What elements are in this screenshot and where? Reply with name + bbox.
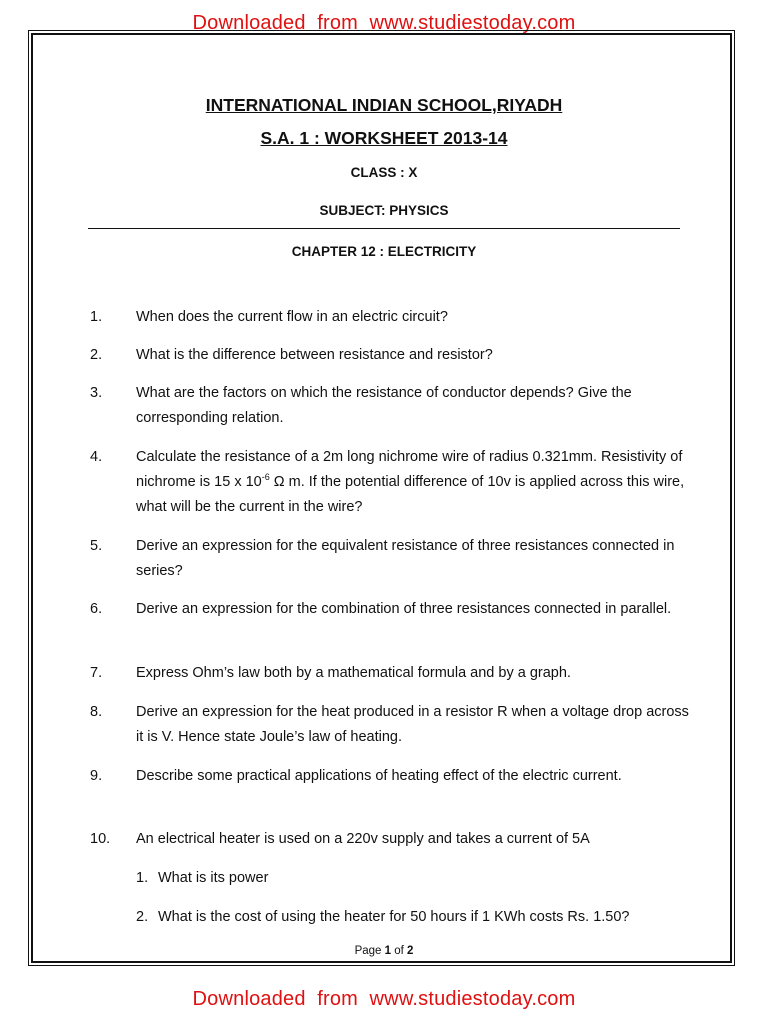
worksheet-title: S.A. 1 : WORKSHEET 2013-14: [260, 128, 508, 148]
subquestion-text: What is its power: [158, 870, 269, 886]
question-7: [90, 661, 690, 686]
question-number: 6.: [90, 601, 103, 617]
question-6: [90, 597, 690, 622]
question-number: 3.: [90, 385, 103, 401]
school-title: INTERNATIONAL INDIAN SCHOOL,RIYADH: [205, 95, 563, 115]
class-heading: CLASS : X: [350, 165, 418, 180]
question-number: 7.: [90, 665, 103, 681]
exponent: -6: [261, 472, 270, 482]
question-text: An electrical heater is used on a 220v supply and takes a current of 5A: [136, 831, 590, 847]
question-number: 9.: [90, 768, 103, 784]
page-total: 2: [407, 945, 414, 957]
question-8: [90, 700, 690, 750]
question-text: When does the current flow in an electric circuit?: [136, 309, 448, 325]
question-text: Derive an expression for the heat produced in a resistor R when a voltage drop across it is V. Hence state Joule’s law of heating.: [136, 704, 689, 745]
question-9: [90, 764, 690, 789]
header-divider: [88, 228, 680, 229]
question-number: 5.: [90, 538, 103, 554]
question-text: Express Ohm’s law both by a mathematical formula and by a graph.: [136, 665, 571, 681]
question-2: [90, 343, 690, 368]
question-5: [90, 534, 690, 584]
question-text: What is the difference between resistance and resistor?: [136, 347, 493, 363]
chapter-heading: CHAPTER 12 : ELECTRICITY: [291, 244, 477, 259]
question-number: 2.: [90, 347, 103, 363]
subquestion-text: What is the cost of using the heater for 50 hours if 1 KWh costs Rs. 1.50?: [158, 909, 630, 925]
subquestion-2: [136, 905, 696, 930]
question-text: Derive an expression for the combination of three resistances connected in parallel.: [136, 601, 672, 617]
subquestion-1: [136, 866, 696, 891]
watermark-bottom: Downloaded from www.studiestoday.com: [192, 988, 576, 1010]
page-of: of: [391, 945, 408, 957]
question-text-part: Calculate the resistance of a 2m long nichrome wire of radius 0.321mm. Resistivity of nichrome is 15 x 10: [136, 449, 683, 490]
subquestion-number: 1.: [136, 870, 149, 886]
question-number: 1.: [90, 309, 103, 325]
question-number: 10.: [90, 831, 111, 847]
question-3: [90, 381, 690, 431]
question-4: [90, 445, 690, 520]
question-text: Derive an expression for the equivalent resistance of three resistances connected in series?: [136, 538, 675, 579]
question-number: 8.: [90, 704, 103, 720]
question-text: Describe some practical applications of heating effect of the electric current.: [136, 768, 622, 784]
subject-heading: SUBJECT: PHYSICS: [319, 203, 449, 218]
question-text: What are the factors on which the resistance of conductor depends? Give the corresponding relation.: [136, 385, 632, 426]
question-number: 4.: [90, 449, 103, 465]
page-prefix: Page: [354, 945, 385, 957]
question-1: [90, 305, 690, 330]
page-number: [0, 945, 768, 957]
page-current: 1: [384, 945, 392, 957]
subquestion-number: 2.: [136, 909, 149, 925]
question-text-part: Ω m. If the potential difference of 10v is applied across this wire, what will be the current in the wire?: [136, 474, 685, 515]
question-10: [90, 827, 690, 852]
watermark-top: Downloaded from www.studiestoday.com: [192, 12, 576, 34]
question-text: [136, 445, 690, 520]
